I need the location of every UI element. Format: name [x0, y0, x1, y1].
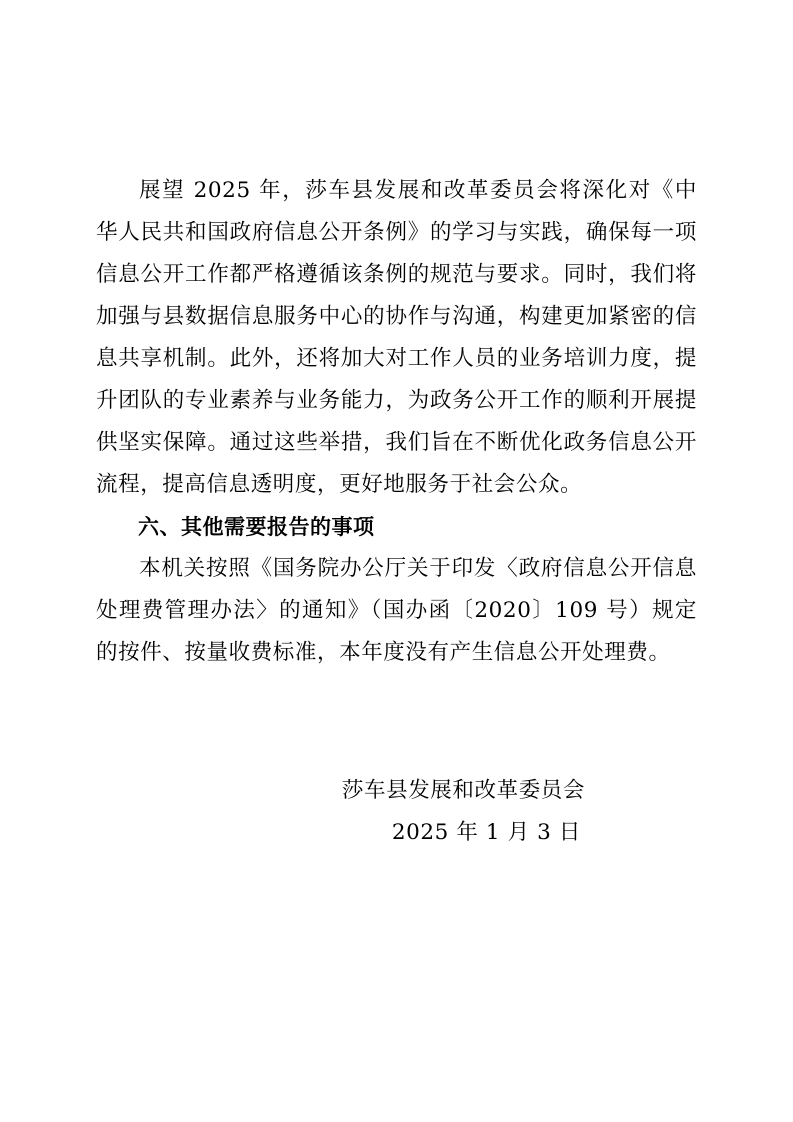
section-heading-other-matters: 六、其他需要报告的事项 — [138, 515, 375, 539]
signature-organization: 莎车县发展和改革委员会 — [341, 778, 585, 803]
signature-block — [96, 770, 697, 854]
signature-date: 2025 年 1 月 3 日 — [391, 820, 581, 845]
document-body — [96, 170, 697, 674]
paragraph-processing-fee: 本机关按照《国务院办公厅关于印发〈政府信息公开信息处理费管理办法〉的通知》（国办函〔2020〕109 号）规定的按件、按量收费标准，本年度没有产生信息公开处理费。 — [96, 556, 697, 665]
paragraph-outlook: 展望 2025 年，莎车县发展和改革委员会将深化对《中华人民共和国政府信息公开条例》的学习与实践，确保每一项信息公开工作都严格遵循该条例的规范与要求。同时，我们将加强与县数据信息服务中心的协作与沟通，构建更加紧密的信息共享机制。此外，还将加大对工作人员的业务培训力度，提升团队的专业素养与业务能力，为政务公开工作的顺利开展提供坚实保障。通过这些举措，我们旨在不断优化政务信息公开流程，提高信息透明度，更好地服务于社会公众。 — [96, 178, 697, 497]
